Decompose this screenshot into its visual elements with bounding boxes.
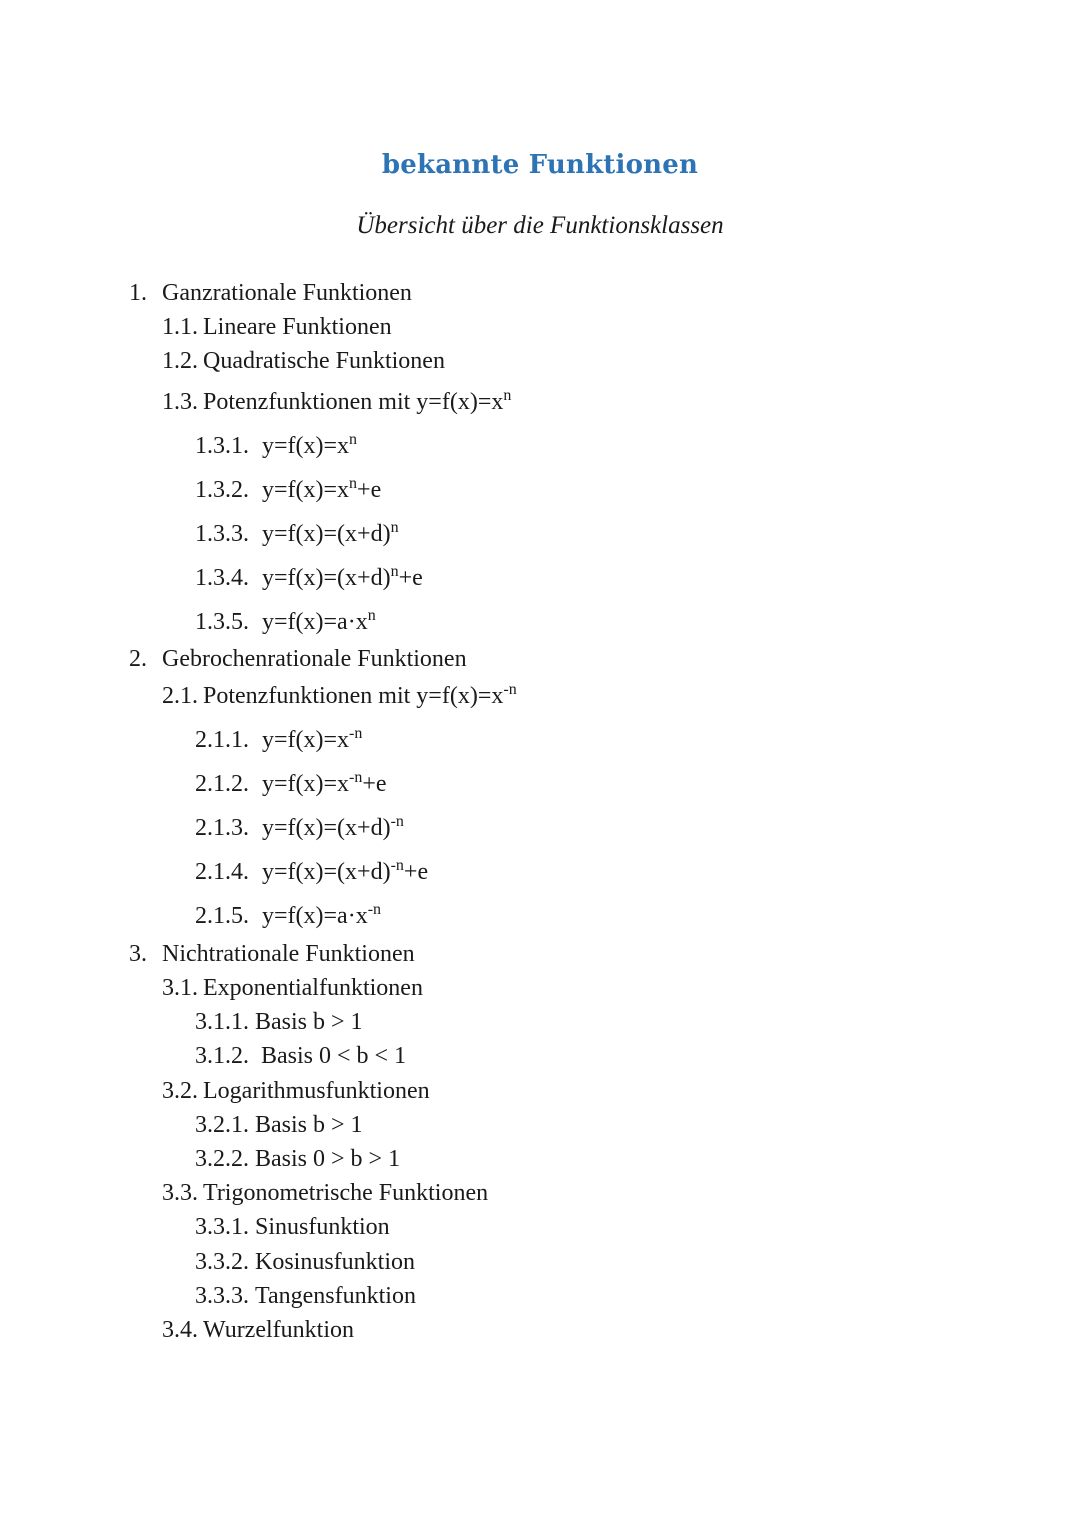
exponent: -n <box>349 769 363 786</box>
outline-number: 3.2.2. <box>195 1146 249 1172</box>
outline-item-2-1-2 <box>195 770 387 798</box>
formula-suffix: +e <box>398 565 423 591</box>
outline-text: $y=f(x)=(x+d)^n$ <box>262 519 399 547</box>
outline-item-3-2-1 <box>195 1111 363 1139</box>
outline-text: Trigonometrische Funktionen <box>203 1180 489 1206</box>
outline-number: 3.2. <box>162 1078 198 1104</box>
outline-item-1-3-1 <box>195 432 357 460</box>
outline-number: 2.1. <box>162 683 198 709</box>
exponent: n <box>390 563 399 580</box>
outline-text: $y=f(x)=(x+d)^{-n}+e$ <box>262 857 429 885</box>
outline-text: Quadratische Funktionen <box>203 348 445 374</box>
outline-item-2-1-4 <box>195 858 428 886</box>
outline-item-3-1 <box>162 974 423 1002</box>
outline-number: 2.1.1. <box>195 727 249 753</box>
outline-number: 3.3.1. <box>195 1214 249 1240</box>
outline-number: 3.4. <box>162 1317 198 1343</box>
outline-number: 3.2.1. <box>195 1112 249 1138</box>
exponent: -n <box>367 901 382 918</box>
document-title: bekannte Funktionen <box>381 150 699 180</box>
outline-item-3-3-2 <box>195 1248 415 1276</box>
outline-item-1-3-3 <box>195 520 399 548</box>
exponent: n <box>367 607 376 624</box>
outline-text: Sinusfunktion <box>255 1214 390 1240</box>
outline-number: 3.1.1. <box>195 1009 249 1035</box>
outline-number: 1.1. <box>162 314 198 340</box>
outline-text: $y=f(x)=x^{-n}$ <box>262 725 363 753</box>
outline-text: $y=f(x)=x^n$ <box>262 431 358 459</box>
outline-item-3 <box>129 940 415 968</box>
outline-item-1-1 <box>162 313 392 341</box>
outline-number: 1.3.1. <box>195 433 249 459</box>
exponent: n <box>349 431 358 448</box>
outline-item-1-3-5 <box>195 608 376 636</box>
outline-number: 1.2. <box>162 348 198 374</box>
outline-text: Basis b > 1 <box>255 1009 363 1035</box>
outline-text: Exponentialfunktionen <box>203 975 423 1001</box>
outline-item-3-1-1 <box>195 1008 363 1036</box>
outline-item-1-3-4 <box>195 564 423 592</box>
outline-number: 1. <box>129 280 147 306</box>
outline-item-1-2 <box>162 347 445 375</box>
outline-text: Basis 0 < b < 1 <box>255 1043 407 1069</box>
outline-item-1-3-2 <box>195 476 381 504</box>
outline-item-3-3 <box>162 1179 488 1207</box>
exponent: -n <box>349 725 363 742</box>
outline-item-3-1-2 <box>195 1042 406 1070</box>
outline-text: Gebrochenrationale Funktionen <box>162 646 467 672</box>
outline-number: 2. <box>129 646 147 672</box>
outline-text: Basis 0 > b > 1 <box>255 1146 401 1172</box>
outline-number: 2.1.4. <box>195 859 249 885</box>
outline-item-3-3-3 <box>195 1282 416 1310</box>
outline-number: 2.1.5. <box>195 903 249 929</box>
outline-number: 2.1.2. <box>195 771 249 797</box>
outline-text: Lineare Funktionen <box>203 314 392 340</box>
exponent: -n <box>390 813 404 830</box>
outline-number: 3.1.2. <box>195 1043 249 1069</box>
outline-item-2-1-3 <box>195 814 404 842</box>
formula-suffix: +e <box>403 859 429 885</box>
outline-item-3-3-1 <box>195 1213 390 1241</box>
outline-number: 1.3.2. <box>195 477 249 503</box>
outline-item-3-4 <box>162 1316 354 1344</box>
outline-number: 1.3.5. <box>195 609 249 635</box>
outline-number: 1.3.4. <box>195 565 249 591</box>
outline-item-2-1-1 <box>195 726 362 754</box>
outline-number: 3.3. <box>162 1180 198 1206</box>
outline-text: $y=f(x)=a\cdot x^{-n}$ <box>262 901 382 929</box>
exponent: n <box>349 475 358 492</box>
exponent: n <box>503 387 512 404</box>
outline-item-2-1 <box>162 682 517 710</box>
outline-item-1-3 <box>162 388 511 416</box>
outline-text: Basis b > 1 <box>255 1112 363 1138</box>
outline-item-3-2-2 <box>195 1145 400 1173</box>
exponent: n <box>390 519 399 536</box>
outline-text: Wurzelfunktion <box>203 1317 354 1343</box>
outline-text: $y=f(x)=(x+d)^{-n}$ <box>262 813 404 841</box>
outline-text: Logarithmusfunktionen <box>203 1078 430 1104</box>
outline-number: 3.3.2. <box>195 1249 249 1275</box>
outline-number: 2.1.3. <box>195 815 249 841</box>
outline-item-1 <box>129 279 412 307</box>
outline-text: Nichtrationale Funktionen <box>162 941 415 967</box>
outline-text: $y=f(x)=x^{-n}+e$ <box>262 769 387 797</box>
formula-suffix: +e <box>362 771 387 797</box>
outline-text: Potenzfunktionen mit $y=f(x)=x^{-n}$ <box>203 681 517 709</box>
document-subtitle: Übersicht über die Funktionsklassen <box>356 212 724 239</box>
outline-item-3-2 <box>162 1077 430 1105</box>
formula-suffix: +e <box>357 477 382 503</box>
outline-item-2 <box>129 645 467 673</box>
outline-number: 3.3.3. <box>195 1283 249 1309</box>
outline-item-2-1-5 <box>195 902 381 930</box>
exponent: -n <box>503 681 517 698</box>
outline-text: Ganzrationale Funktionen <box>162 280 412 306</box>
outline-text: Tangensfunktion <box>255 1283 416 1309</box>
exponent: -n <box>390 857 404 874</box>
outline-number: 3.1. <box>162 975 198 1001</box>
outline-text: $y=f(x)=x^n+e$ <box>262 475 382 503</box>
outline-number: 3. <box>129 941 147 967</box>
outline-number: 1.3. <box>162 389 198 415</box>
outline-text: $y=f(x)=(x+d)^n+e$ <box>262 563 423 591</box>
outline-number: 1.3.3. <box>195 521 249 547</box>
outline-text: $y=f(x)=a\cdot x^n$ <box>262 607 376 635</box>
outline-text: Potenzfunktionen mit $y=f(x)=x^n$ <box>203 387 512 415</box>
outline-text: Kosinusfunktion <box>255 1249 416 1275</box>
